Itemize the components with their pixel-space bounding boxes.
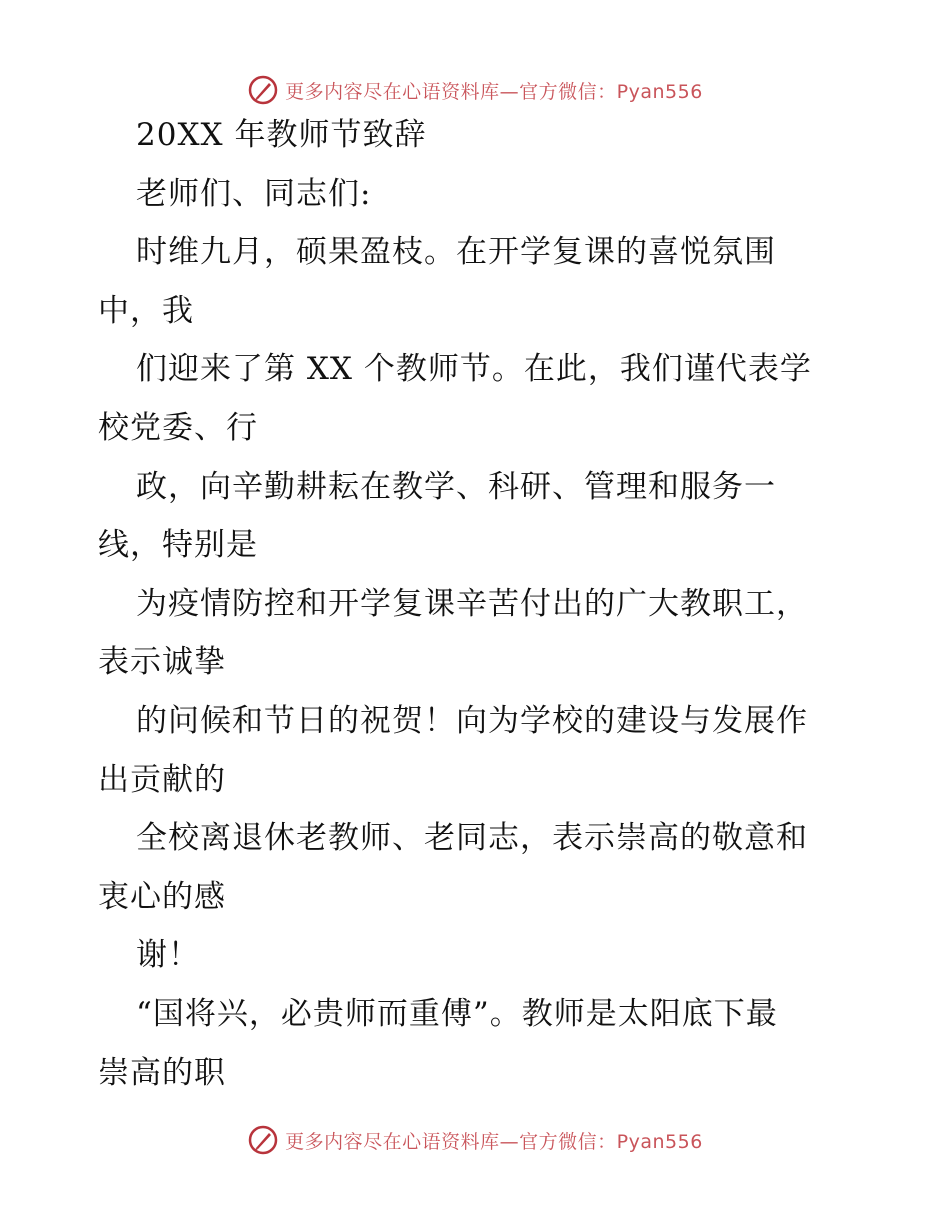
document-line: 谢！ — [136, 937, 200, 973]
document-line: “国将兴，必贵师而重傅”。教师是太阳底下最 — [136, 996, 778, 1032]
document-line: 全校离退休老教师、老同志，表示崇高的敬意和 — [136, 820, 808, 856]
document-line: 中，我 — [98, 293, 194, 329]
document-line: 老师们、同志们: — [136, 176, 372, 212]
page-footer-banner — [0, 1120, 950, 1160]
document-line: 表示诚挚 — [98, 644, 226, 680]
document-line: 崇高的职 — [98, 1055, 226, 1091]
quill-logo-icon — [247, 74, 279, 106]
page-header-banner — [0, 70, 950, 110]
document-line: 20XX 年教师节致辞 — [136, 117, 427, 153]
document-line: 的问候和节日的祝贺！向为学校的建设与发展作 — [136, 703, 808, 739]
document-line: 时维九月，硕果盈枝。在开学复课的喜悦氛围 — [136, 234, 776, 270]
document-line: 出贡献的 — [98, 762, 226, 798]
document-line: 校党委、行 — [98, 410, 258, 446]
document-line: 们迎来了第 XX 个教师节。在此，我们谨代表学 — [136, 351, 812, 387]
document-line: 政，向辛勤耕耘在教学、科研、管理和服务一 — [136, 469, 776, 505]
document-line: 为疫情防控和开学复课辛苦付出的广大教职工， — [136, 586, 808, 622]
document-line: 线，特别是 — [98, 527, 258, 563]
quill-logo-icon — [247, 1124, 279, 1156]
document-line: 衷心的感 — [98, 879, 226, 915]
header-banner-text: 更多内容尽在心语资料库—官方微信：Pyan556 — [285, 80, 703, 103]
footer-banner-text: 更多内容尽在心语资料库—官方微信：Pyan556 — [285, 1130, 703, 1153]
